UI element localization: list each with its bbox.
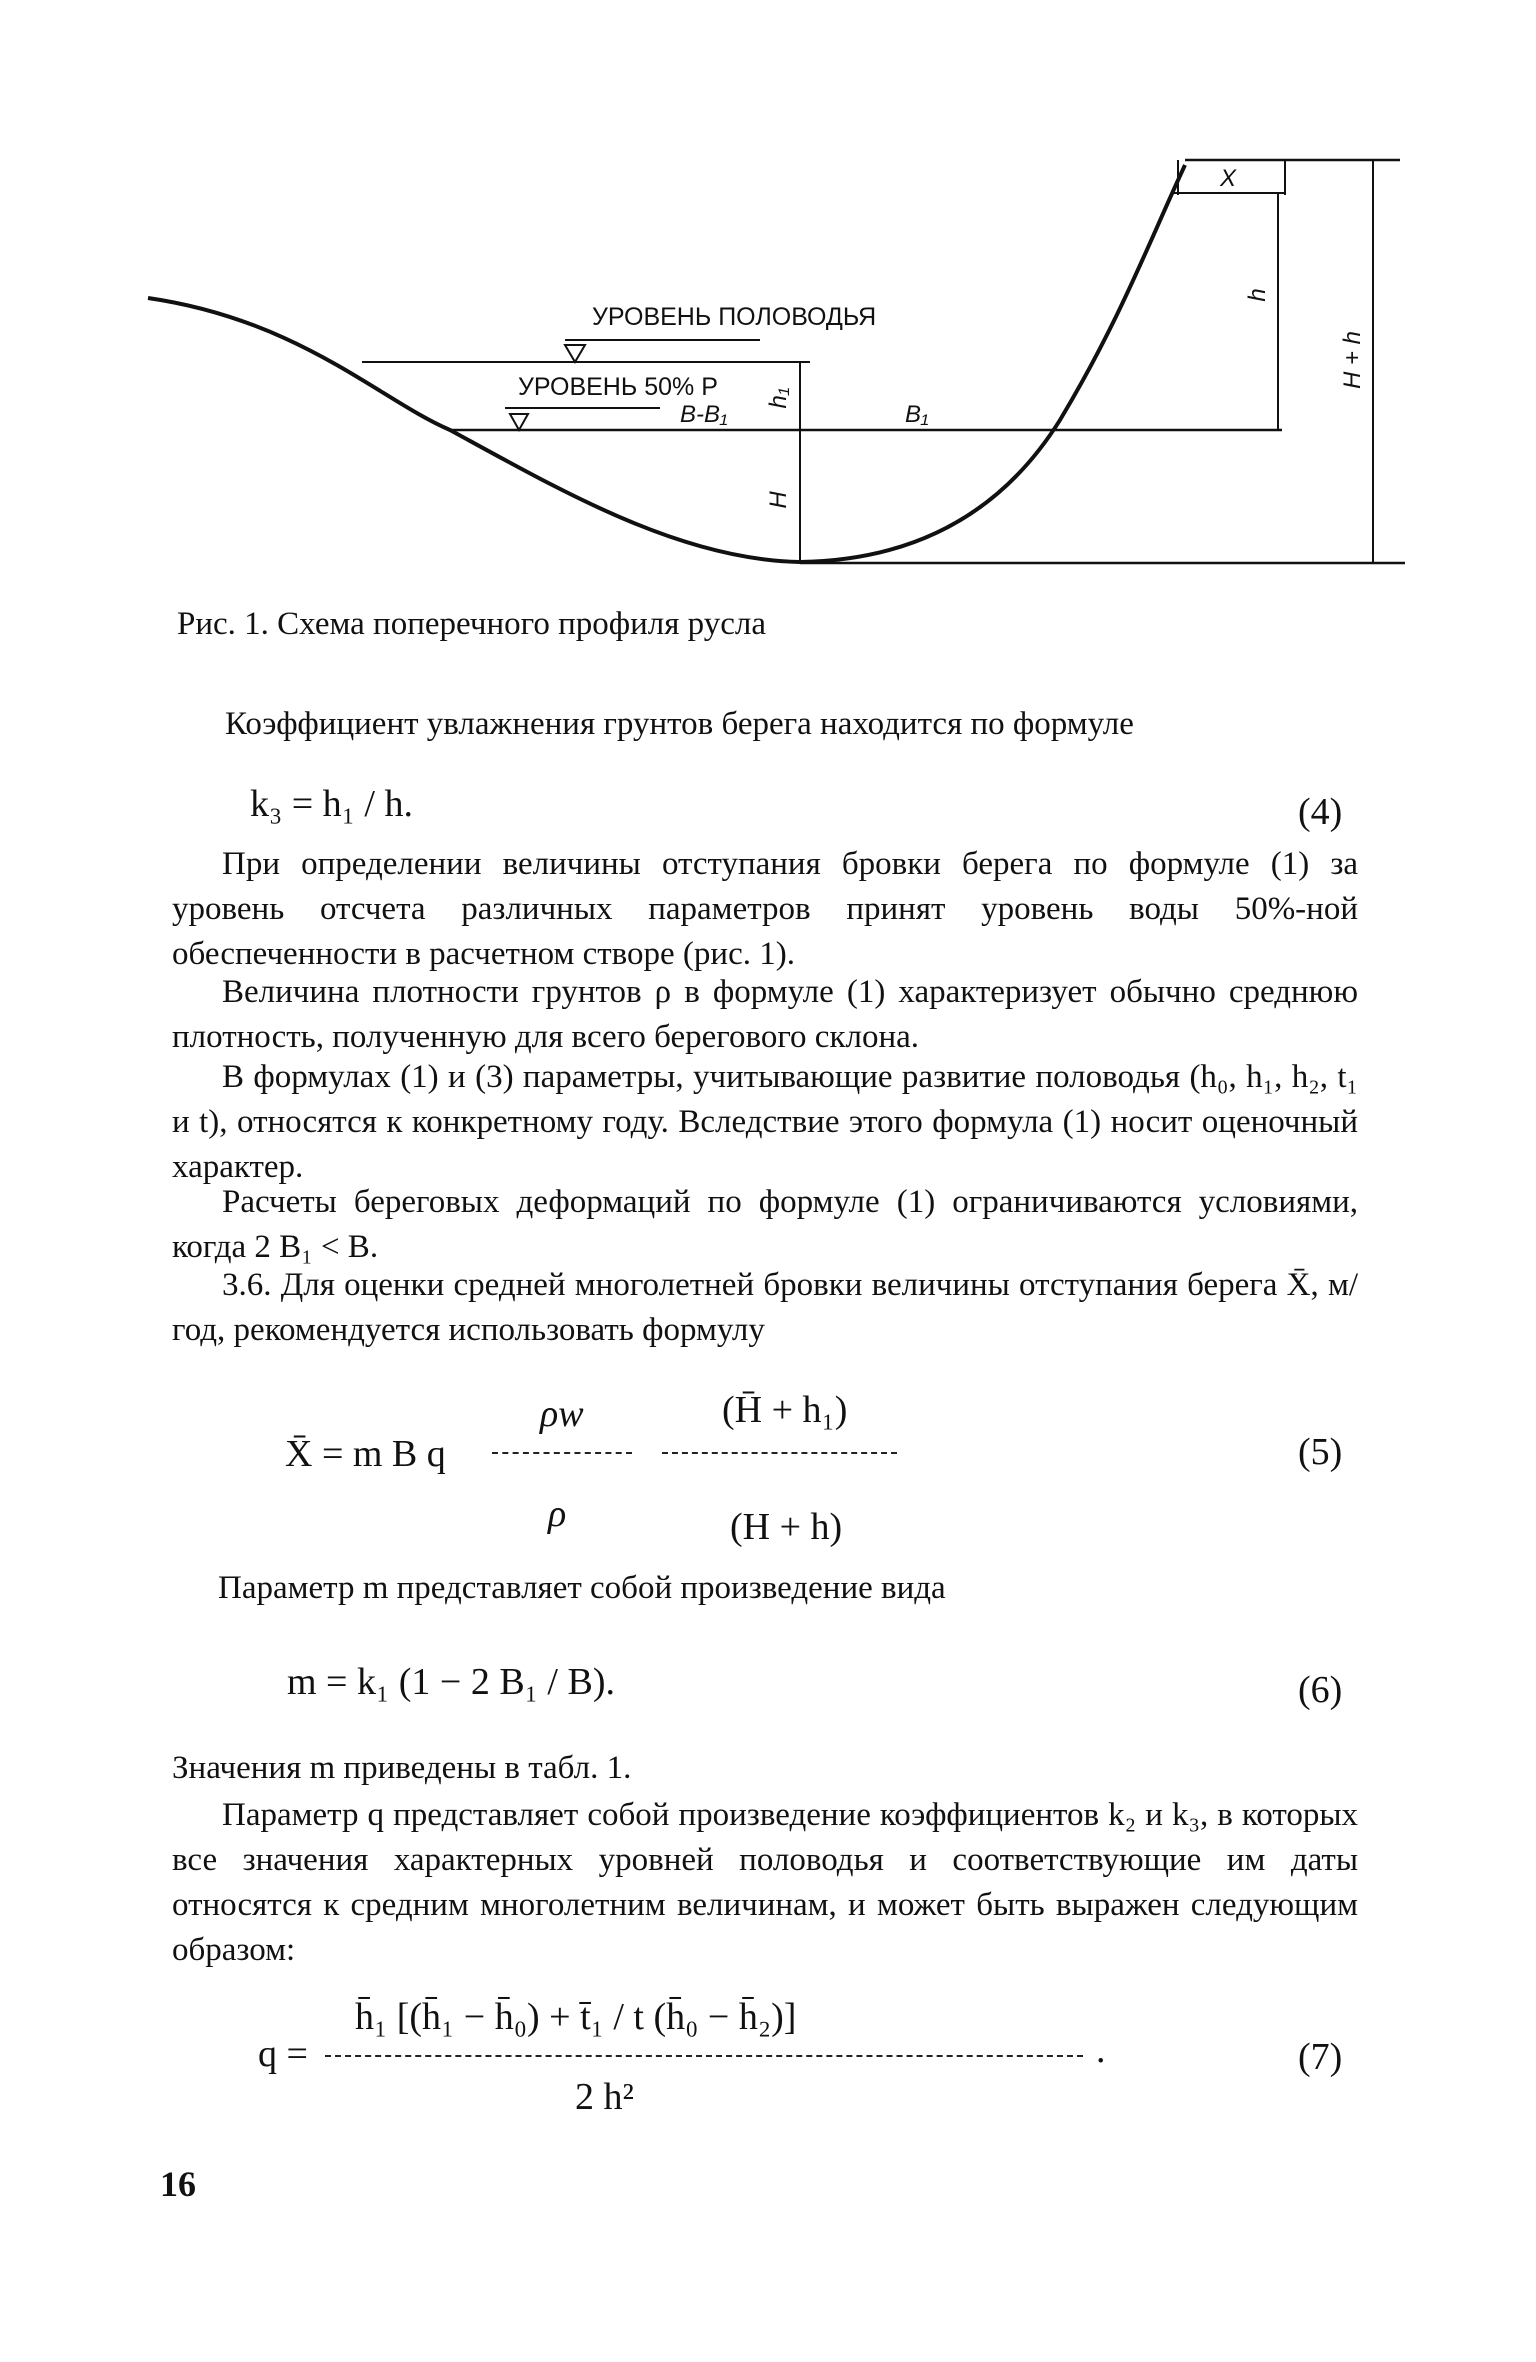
equation-5-number: (5) [1298,1431,1343,1473]
equation-5-lhs: X̄ = m B q [285,1433,446,1475]
paragraph-flood-params: В формулах (1) и (3) параметры, учитывающие развитие половодья (h₀, h₁, h₂, t₁ и t), относятся к конкретному году. Вследствие этого формула (1) носит оценочный характер. [172,1059,1358,1185]
h1-label: h₁ [765,387,792,409]
equation-7-denominator: 2 h² [575,2076,634,2118]
equation-5-rho: ρ [548,1493,567,1535]
level-50-label: УРОВЕНЬ 50% Р [518,373,718,401]
equation-5-fraction-line-1 [492,1452,632,1454]
b1-label: B₁ [905,401,929,428]
paragraph-reference-level: При определении величины отступания бровки берега по формуле (1) за уровень отсчета различных параметров принят уровень воды 50%-ной обеспеченности в расчетном створе (рис. 1). [172,846,1358,972]
equation-6: m = k₁ (1 − 2 B₁ / B). [287,1661,615,1703]
paragraph-m-values: Значения m приведены в табл. 1. [172,1750,632,1786]
channel-profile-diagram [0,0,1536,620]
h-plus-h-label: H + h [1339,330,1366,390]
paragraph-parameter-m: Параметр m представляет собой произведение вида [218,1570,946,1606]
paragraph-deformation-limits: Расчеты береговых деформаций по формуле (1) ограничиваются условиями, когда 2 B₁ < B. [172,1184,1358,1265]
page-number: 16 [160,2164,196,2204]
paragraph-humidity-intro: Коэффициент увлажнения грунтов берега находится по формуле [225,706,1134,742]
b-minus-b1-label: B-B₁ [680,401,728,428]
channel-bed-curve [148,165,1185,562]
equation-4: k₃ = h₁ / h. [250,783,413,825]
equation-6-number: (6) [1298,1669,1343,1711]
h-label: h [1244,288,1271,302]
equation-7-fraction-line [325,2055,1083,2057]
paragraph-parameter-q: Параметр q представляет собой произведение коэффициентов k₂ и k₃, в которых все значения характерных уровней половодья и соответствующие им даты относятся к средним многолетним величинам, и может быть выражен следующим образом: [172,1797,1358,1968]
paragraph-soil-density: Величина плотности грунтов ρ в формуле (1) характеризует обычно среднюю плотность, полученную для всего берегового склона. [172,974,1358,1055]
big-h-label: H [765,491,792,509]
equation-7-number: (7) [1298,2036,1343,2078]
equation-7-numerator: h̄₁ [(h̄₁ − h̄₀) + t̄₁ / t (h̄₀ − h̄₂)] [355,1996,797,2038]
equation-4-number: (4) [1298,791,1343,833]
equation-5-fraction-line-2 [662,1452,897,1454]
paragraph-section-3-6: 3.6. Для оценки средней многолетней бровки величины отступания берега X̄, м/год, рекомендуется использовать формулу [172,1267,1358,1348]
equation-5-rho-w: ρw [540,1393,584,1435]
figure-caption: Рис. 1. Схема поперечного профиля русла [177,606,766,642]
x-label: X [1220,165,1237,192]
equation-5-numerator: (H̄ + h₁) [722,1389,848,1431]
equation-7-dot: . [1096,2029,1106,2071]
equation-5-denominator: (H + h) [730,1506,843,1548]
equation-7-lhs: q = [258,2033,308,2075]
flood-level-label: УРОВЕНЬ ПОЛОВОДЬЯ [592,303,877,331]
